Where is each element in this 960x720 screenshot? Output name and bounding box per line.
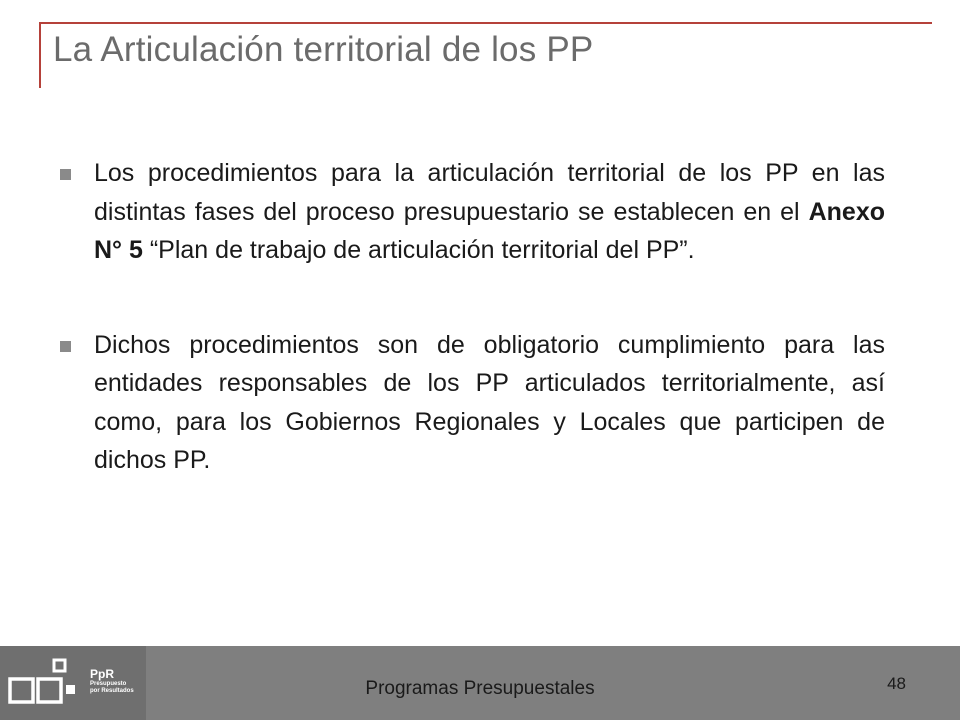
slide-title: La Articulación territorial de los PP (53, 30, 594, 69)
title-accent-rule-horizontal (40, 22, 932, 24)
bullet-item-anexo (60, 154, 885, 270)
square-bullet-icon (60, 341, 71, 352)
footer-label: Programas Presupuestales (365, 678, 595, 699)
bullet-bold-reference: Anexo N° 5 (94, 197, 885, 264)
title-accent-rule-vertical (39, 22, 41, 88)
square-bullet-icon (60, 169, 71, 180)
bullet-item-obligatorio (60, 326, 885, 480)
page-number: 48 (887, 674, 906, 693)
logo-name: PpR (90, 667, 114, 681)
logo-line-2: por Resultados (90, 688, 134, 694)
slide-footer (0, 646, 960, 720)
logo-line-1: Presupuesto (90, 681, 127, 687)
bullet-text-start: Los procedimientos para la articulación territorial de los PP en las distintas fases del proceso presupuestario se establecen en el (94, 159, 885, 226)
bullet-text-end: “Plan de trabajo de articulación territorial del PP”. (142, 236, 695, 264)
bullet-text: Dichos procedimientos son de obligatorio cumplimiento para las entidades responsables de los PP articulados territorialmente, así como, para los Gobiernos Regionales y Locales que participen de dichos PP. (94, 330, 885, 474)
bullet-list (60, 154, 885, 480)
